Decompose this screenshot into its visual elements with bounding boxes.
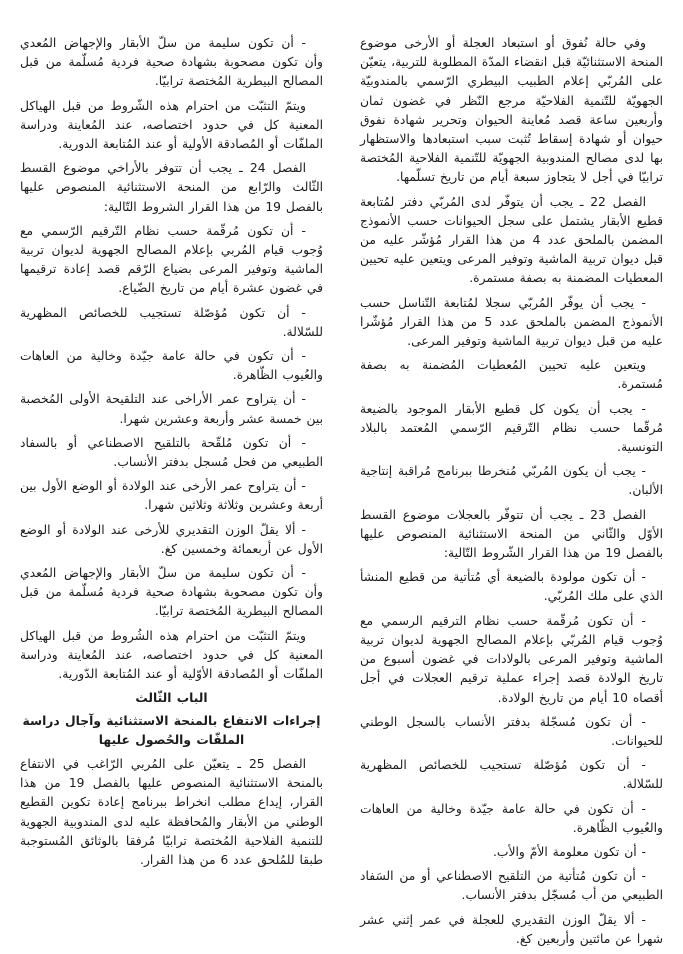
paragraph: - ألا يقلّ الوزن التقديري للعجلة في عمر إثني عشر شهرا عن مائتين وأربعين كغ. <box>360 912 663 946</box>
paragraph: - ألا يقلّ الوزن التقديري للأرخى عند الولادة أو الوضع الأول عن أربعمائة وخمسين كغ. <box>20 522 323 556</box>
paragraph: - أن تكون مُرقّمة حسب نظام التّرقيم الرّسمي مع وُجوب قيام المُربي بإعلام المصالح الجهوية لديوان تربية الماشية وتوفير المرعى بضياع الرّقم قصد إعادة ترقيمها في غضون عشرة أيام من تاريخ الضّياع. <box>20 223 323 296</box>
paragraph: - أن تكون مُرقّمة حسب نظام الترقيم الرسمي مع وُجوب قيام المُربّي بإعلام المصالح الجهوية لديوان تربية الماشية وتوفير المرعى بالولادات في غضون أسبوع من تاريخ الولادة قصد إجراء عملية ترقيم العجلات في أجل أقصاه 10 أيام من تاريخ الولادة. <box>360 613 663 705</box>
paragraph: ويتمّ التثبّت من احترام هذه الشُروط من قبل الهياكل المعنية كل في حدود اختصاصه، عند المُعاينة ودراسة الملفّات أو المُصادقة الأوّلية أو عند المُتابعة الدّورية. <box>20 628 323 682</box>
paragraph: الفصل 25 ـ يتعيّن على المُربي الرّاغب في الانتفاع بالمنحة الاستثنائية المنصوص عليها بالفصل 19 من هذا القرار، إيداع مطلب انخراط ببرنامج إعادة تكوين القطيع الوطني من الأبقار والمُحافظة عليه لدى المندوبية الجهوية للتنمية الفلاحية المُختصة ترابيّا مُرفقا بالوثائق المُستوجبة طبقا للمُلحق عدد 6 من هذا القرار. <box>20 756 323 867</box>
paragraph: - أن تكون في حالة عامة جيّدة وخالية من العاهات والعُيوب الظّاهرة. <box>20 349 323 383</box>
paragraph: - أن تكون مُؤصّلة تستجيب للخصائص المظهرية للسّلالة. <box>360 758 663 792</box>
paragraph: الفصل 22 ـ يجب أن يتوفّر لدى المُربّي دفتر لمُتابعة قطيع الأبقار يشتمل على سجل الحيوانات حسب الأنموذج المضمن بالملحق عدد 4 من هذا القرار مُؤشّر عليه من قبل ديوان تربية الماشية وتوفير المرعى ويتعين عليه تحيين المعطيات المضمنة به بصفة مستمرة. <box>360 194 663 286</box>
section-heading: الباب الثّالث <box>135 691 208 706</box>
paragraph: - أن تكون سليمة من سلّ الأبقار والإجهاض المُعدي وأن تكون مصحوبة بشهادة صحية فردية مُسلّمة من قبل المصالح البيطرية المُختصة ترابيّا. <box>20 36 323 89</box>
paragraph: - يجب أن يوفّر المُربّي سجلا لمُتابعة التّناسل حسب الأنموذج المضمن بالملحق عدد 5 من هذا القرار مُؤشّرا عليه من قبل ديوان تربية الماشية وتوفير المرعى. <box>360 295 663 349</box>
paragraph: ويتمّ التثبّت من احترام هذه الشّروط من قبل الهياكل المعنية كل في حدود اختصاصه، عند المُعاينة ودراسة الملفّات أو المُصادقة الأولية أو عند المُتابعة الدورية. <box>20 98 323 152</box>
paragraph: - أن تكون في حالة عامة جيّدة وخالية من العاهات والعُيوب الظّاهرة. <box>360 801 663 835</box>
paragraph: الفصل 23 ـ يجب أن تتوفّر بالعجلات موضوع القسط الأوّل والثّاني من المنحة الاستثنائية المنصوص عليها بالفصل 19 من هذا القرار الشّروط التّالية: <box>360 507 663 561</box>
paragraph: - أن تكون معلومة الأمّ والأب. <box>492 844 646 859</box>
paragraph: وفي حالة نُفوق أو استبعاد العجلة أو الأرخى موضوع المنحة الاستثنائيّة قبل انقضاء المدّة المطلوبة للتربية، يتعيّن على المُربّي إعلام الطبيب البيطري الرّسمي بالمندوبيّة الجهويّة للتّنمية الفلاحيّة مرجع النّظر في غضون ثمان وأربعين ساعة قصد مُعاينة الحيوان وتحرير شهادة نفوق حيوان أو شهادة إسقاط تُثبت سبب استبعادها والاستظهار بها لدى مصالح المندوبية الجهويّة للتّنمية الفلاحية المُختصة ترابيّا في أجل لا يتجاوز سبعة أيام من تاريخ تسلّمها. <box>360 36 663 185</box>
paragraph: - يجب أن يكون المُربّي مُنخرطا ببرنامج مُراقبة إنتاجية الألبان. <box>360 464 663 498</box>
column-left <box>20 34 323 875</box>
column-right <box>360 34 663 954</box>
paragraph: - أن تكون سليمة من سلّ الأبقار والإجهاض المُعدي وأن تكون مصحوبة بشهادة صحية فردية مُسلّمة من قبل المصالح البيطرية المُختصة ترابيّا. <box>20 566 323 619</box>
paragraph: - أن تكون مُؤصّلة تستجيب للخصائص المظهرية للسّلالة. <box>20 305 323 339</box>
paragraph: - أن تكون مُسجّلة بدفتر الأنساب بالسجل الوطني للحيوانات. <box>360 714 663 748</box>
paragraph: - يجب أن يكون كل قطيع الأبقار الموجود بالضيعة مُرقّما حسب نظام التّرقيم الرّسمي المُعتمد بالبلاد التونسية. <box>360 401 663 455</box>
paragraph: ويتعين عليه تحيين المُعطيات المُضمنة به بصفة مُستمرة. <box>360 358 663 392</box>
paragraph: - أن تكون مُلقّحة بالتلقيح الاصطناعي أو بالسفاد الطبيعي من فحل مُسجل بدفتر الأنساب. <box>20 435 323 470</box>
section-heading: إجراءات الانتفاع بالمنحة الاستثنائية وآجال دراسة الملفّات والحُصول عليها <box>22 713 321 747</box>
paragraph: - أن يتراوح عمر الأراخى عند التلقيحة الأولى المُخصبة بين خمسة عشر وأربعة وعشرين شهرا. <box>20 392 323 426</box>
paragraph: - أن تكون مولودة بالضيعة أي مُتأتية من قطيع المنشأ الذي على ملك المُربّي. <box>360 570 663 604</box>
paragraph: الفصل 24 ـ يجب أن تتوفر بالأراخي موضوع القسط الثّالث والرّابع من المنحة الاستثنائية المنصوص عليها بالفصل 19 من هذا القرار الشروط التّالية: <box>20 161 323 214</box>
paragraph: - أن تكون مُتأتية من التلقيح الاصطناعي أو من السَفاد الطبيعي من أب مُسجّل بدفتر الأنساب. <box>360 869 663 903</box>
paragraph: - أن يتراوح عمر الأرخى عند الولادة أو الوضع الأول بين أربعة وعشرين وثلاثة وثلاثين شهرا. <box>20 479 323 513</box>
